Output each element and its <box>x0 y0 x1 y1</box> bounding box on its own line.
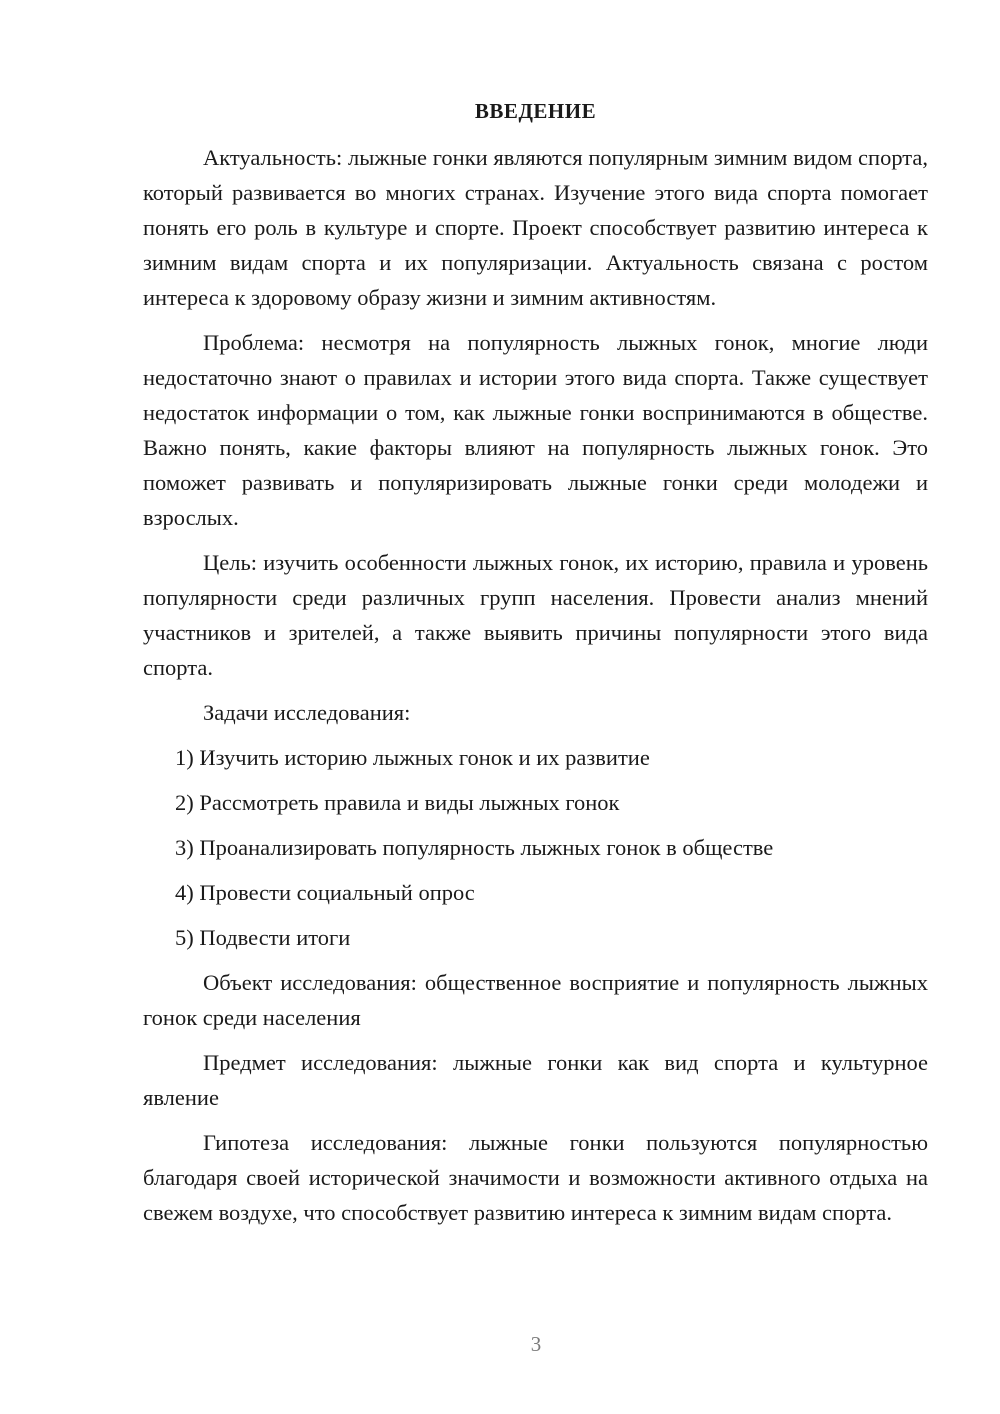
object-paragraph: Объект исследования: общественное восприятие и популярность лыжных гонок среди населения <box>143 970 928 1030</box>
document-page <box>143 96 928 1240</box>
page-title: ВВЕДЕНИЕ <box>474 99 597 123</box>
hypothesis-paragraph: Гипотеза исследования: лыжные гонки пользуются популярностью благодаря своей исторической значимости и возможности активного отдыха на свежем воздухе, что способствует развитию интереса к зимним видам спорта. <box>143 1130 928 1225</box>
subject-paragraph: Предмет исследования: лыжные гонки как вид спорта и культурное явление <box>143 1050 928 1110</box>
goal-paragraph: Цель: изучить особенности лыжных гонок, их историю, правила и уровень популярности среди различных групп населения. Провести анализ мнений участников и зрителей, а также выявить причины популярности этого вида спорта. <box>143 550 928 680</box>
task-item: 4) Провести социальный опрос <box>175 880 475 905</box>
tasks-heading: Задачи исследования: <box>203 700 411 725</box>
problem-paragraph: Проблема: несмотря на популярность лыжных гонок, многие люди недостаточно знают о правилах и истории этого вида спорта. Также существует недостаток информации о том, как лыжные гонки воспринимаются в обществе. Важно понять, какие факторы влияют на популярность лыжных гонок. Это поможет развивать и популяризировать лыжные гонки среди молодежи и взрослых. <box>143 330 928 530</box>
task-item: 2) Рассмотреть правила и виды лыжных гонок <box>175 790 620 815</box>
task-item: 3) Проанализировать популярность лыжных гонок в обществе <box>175 835 774 860</box>
relevance-paragraph: Актуальность: лыжные гонки являются популярным зимним видом спорта, который развивается во многих странах. Изучение этого вида спорта помогает понять его роль в культуре и спорте. Проект способствует развитию интереса к зимним видам спорта и их популяризации. Актуальность связана с ростом интереса к здоровому образу жизни и зимним активностям. <box>143 145 928 310</box>
task-item: 1) Изучить историю лыжных гонок и их развитие <box>175 745 650 770</box>
task-item: 5) Подвести итоги <box>175 925 351 950</box>
tasks-list <box>143 740 928 955</box>
page-number: 3 <box>530 1332 542 1356</box>
